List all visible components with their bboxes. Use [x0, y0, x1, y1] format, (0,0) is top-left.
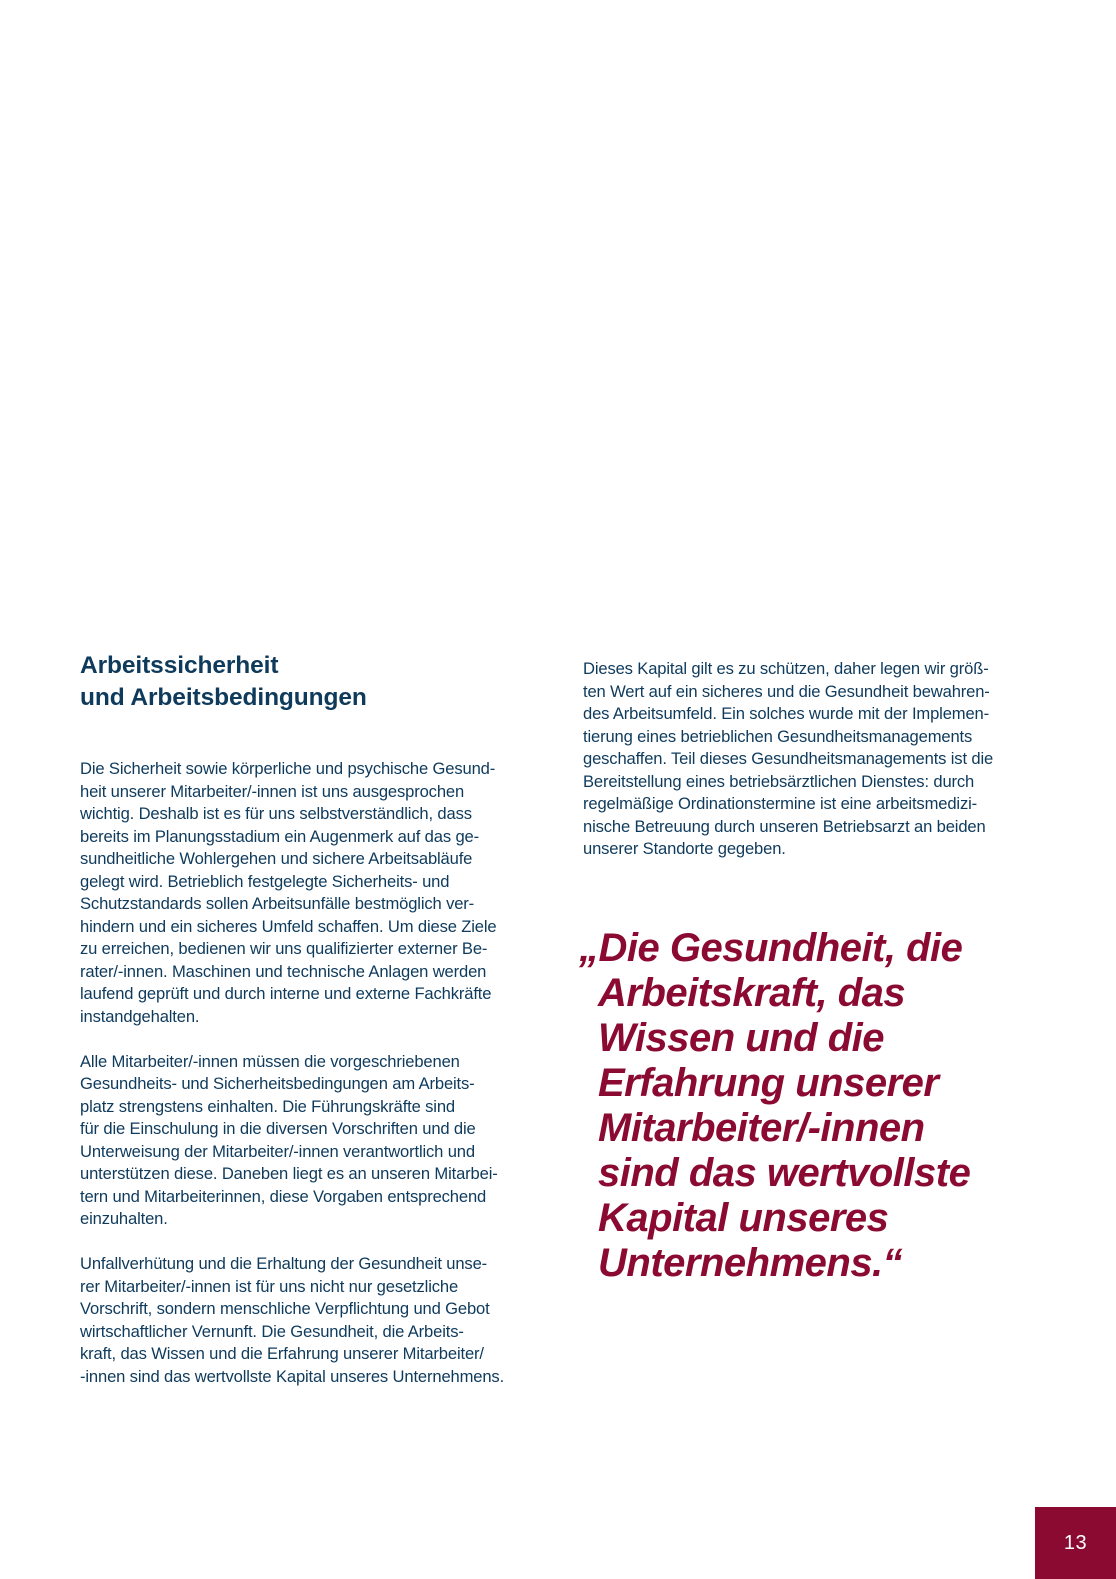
page-number-badge [1035, 1507, 1116, 1579]
quote-line: Arbeitskraft, das [598, 971, 906, 1015]
text-line: tierung eines betrieblichen Gesundheitsmanagements [583, 726, 973, 746]
text-line: rater/-innen. Maschinen und technische Anlagen werden [80, 961, 487, 981]
text-line: zu erreichen, bedienen wir uns qualifizierter externer Be- [80, 939, 488, 958]
right-column [583, 658, 1063, 861]
section-heading [80, 650, 560, 714]
text-line: laufend geprüft und durch interne und externe Fachkräfte [80, 984, 492, 1003]
page-number: 13 [1063, 1531, 1088, 1554]
text-line: Alle Mitarbeiter/-innen müssen die vorgeschriebenen [80, 1051, 460, 1071]
paragraph-health-management [583, 658, 1063, 861]
quote-line: Erfahrung unserer [598, 1061, 939, 1105]
text-line: des Arbeitsumfeld. Ein solches wurde mit der Implemen- [583, 704, 989, 723]
text-line: regelmäßige Ordinationstermine ist eine arbeitsmedizi- [583, 794, 978, 813]
text-line: geschaffen. Teil dieses Gesundheitsmanagements ist die [583, 749, 994, 768]
text-line: unterstützen diese. Daneben liegt es an unseren Mitarbei- [80, 1164, 498, 1183]
text-line: platz strengstens einhalten. Die Führungskräfte sind [80, 1096, 455, 1116]
paragraph-employee-duties [80, 1051, 560, 1231]
text-line: Die Sicherheit sowie körperliche und psychische Gesund- [80, 759, 496, 778]
text-line: bereits im Planungsstadium ein Augenmerk auf das ge- [80, 826, 479, 846]
text-line: Unterweisung der Mitarbeiter/-innen verantwortlich und [80, 1141, 475, 1161]
heading-line-1: Arbeitssicherheit [80, 652, 279, 679]
text-line: -innen sind das wertvollste Kapital unseres Unternehmens. [80, 1366, 505, 1386]
text-line: einzuhalten. [80, 1209, 168, 1228]
text-line: ten Wert auf ein sicheres und die Gesundheit bewahren- [583, 681, 990, 701]
left-column [80, 650, 560, 1388]
text-line: sundheitliche Wohlergehen und sichere Arbeitsabläufe [80, 849, 473, 868]
quote-line: Mitarbeiter/-innen [598, 1106, 925, 1150]
right-body-text [583, 658, 1063, 861]
paragraph-accident-prevention [80, 1253, 560, 1388]
text-line: wirtschaftlicher Vernunft. Die Gesundheit, die Arbeits- [80, 1321, 464, 1341]
text-line: nische Betreuung durch unseren Betriebsarzt an beiden [583, 816, 986, 836]
quote-line: „Die Gesundheit, die [579, 926, 963, 970]
heading-line-2: und Arbeitsbedingungen [80, 684, 367, 711]
pull-quote [579, 926, 1049, 1286]
quote-line: sind das wertvollste [598, 1151, 971, 1195]
text-line: Unfallverhütung und die Erhaltung der Gesundheit unse- [80, 1254, 488, 1273]
text-line: instandgehalten. [80, 1006, 200, 1026]
text-line: tern und Mitarbeiterinnen, diese Vorgaben entsprechend [80, 1186, 487, 1206]
text-line: unserer Standorte gegeben. [583, 839, 786, 858]
text-line: heit unserer Mitarbeiter/-innen ist uns ausgesprochen [80, 781, 465, 801]
text-line: rer Mitarbeiter/-innen ist für uns nicht nur gesetzliche [80, 1276, 459, 1296]
paragraph-safety-intro [80, 758, 560, 1028]
text-line: für die Einschulung in die diversen Vorschriften und die [80, 1119, 476, 1138]
text-line: Vorschrift, sondern menschliche Verpflichtung und Gebot [80, 1299, 490, 1318]
text-line: wichtig. Deshalb ist es für uns selbstverständlich, dass [80, 804, 472, 823]
quote-line: Unternehmens.“ [598, 1241, 903, 1285]
text-line: gelegt wird. Betrieblich festgelegte Sicherheits- und [80, 871, 450, 891]
left-body-text [80, 758, 560, 1388]
text-line: Dieses Kapital gilt es zu schützen, daher legen wir größ- [583, 659, 989, 678]
text-line: Bereitstellung eines betriebsärztlichen Dienstes: durch [583, 771, 975, 791]
text-line: hindern und ein sicheres Umfeld schaffen. Um diese Ziele [80, 916, 497, 936]
text-line: Gesundheits- und Sicherheitsbedingungen am Arbeits- [80, 1074, 475, 1093]
text-line: kraft, das Wissen und die Erfahrung unserer Mitarbeiter/ [80, 1344, 484, 1363]
quote-line: Wissen und die [598, 1016, 885, 1060]
quote-line: Kapital unseres [598, 1196, 889, 1240]
text-line: Schutzstandards sollen Arbeitsunfälle bestmöglich ver- [80, 894, 475, 913]
